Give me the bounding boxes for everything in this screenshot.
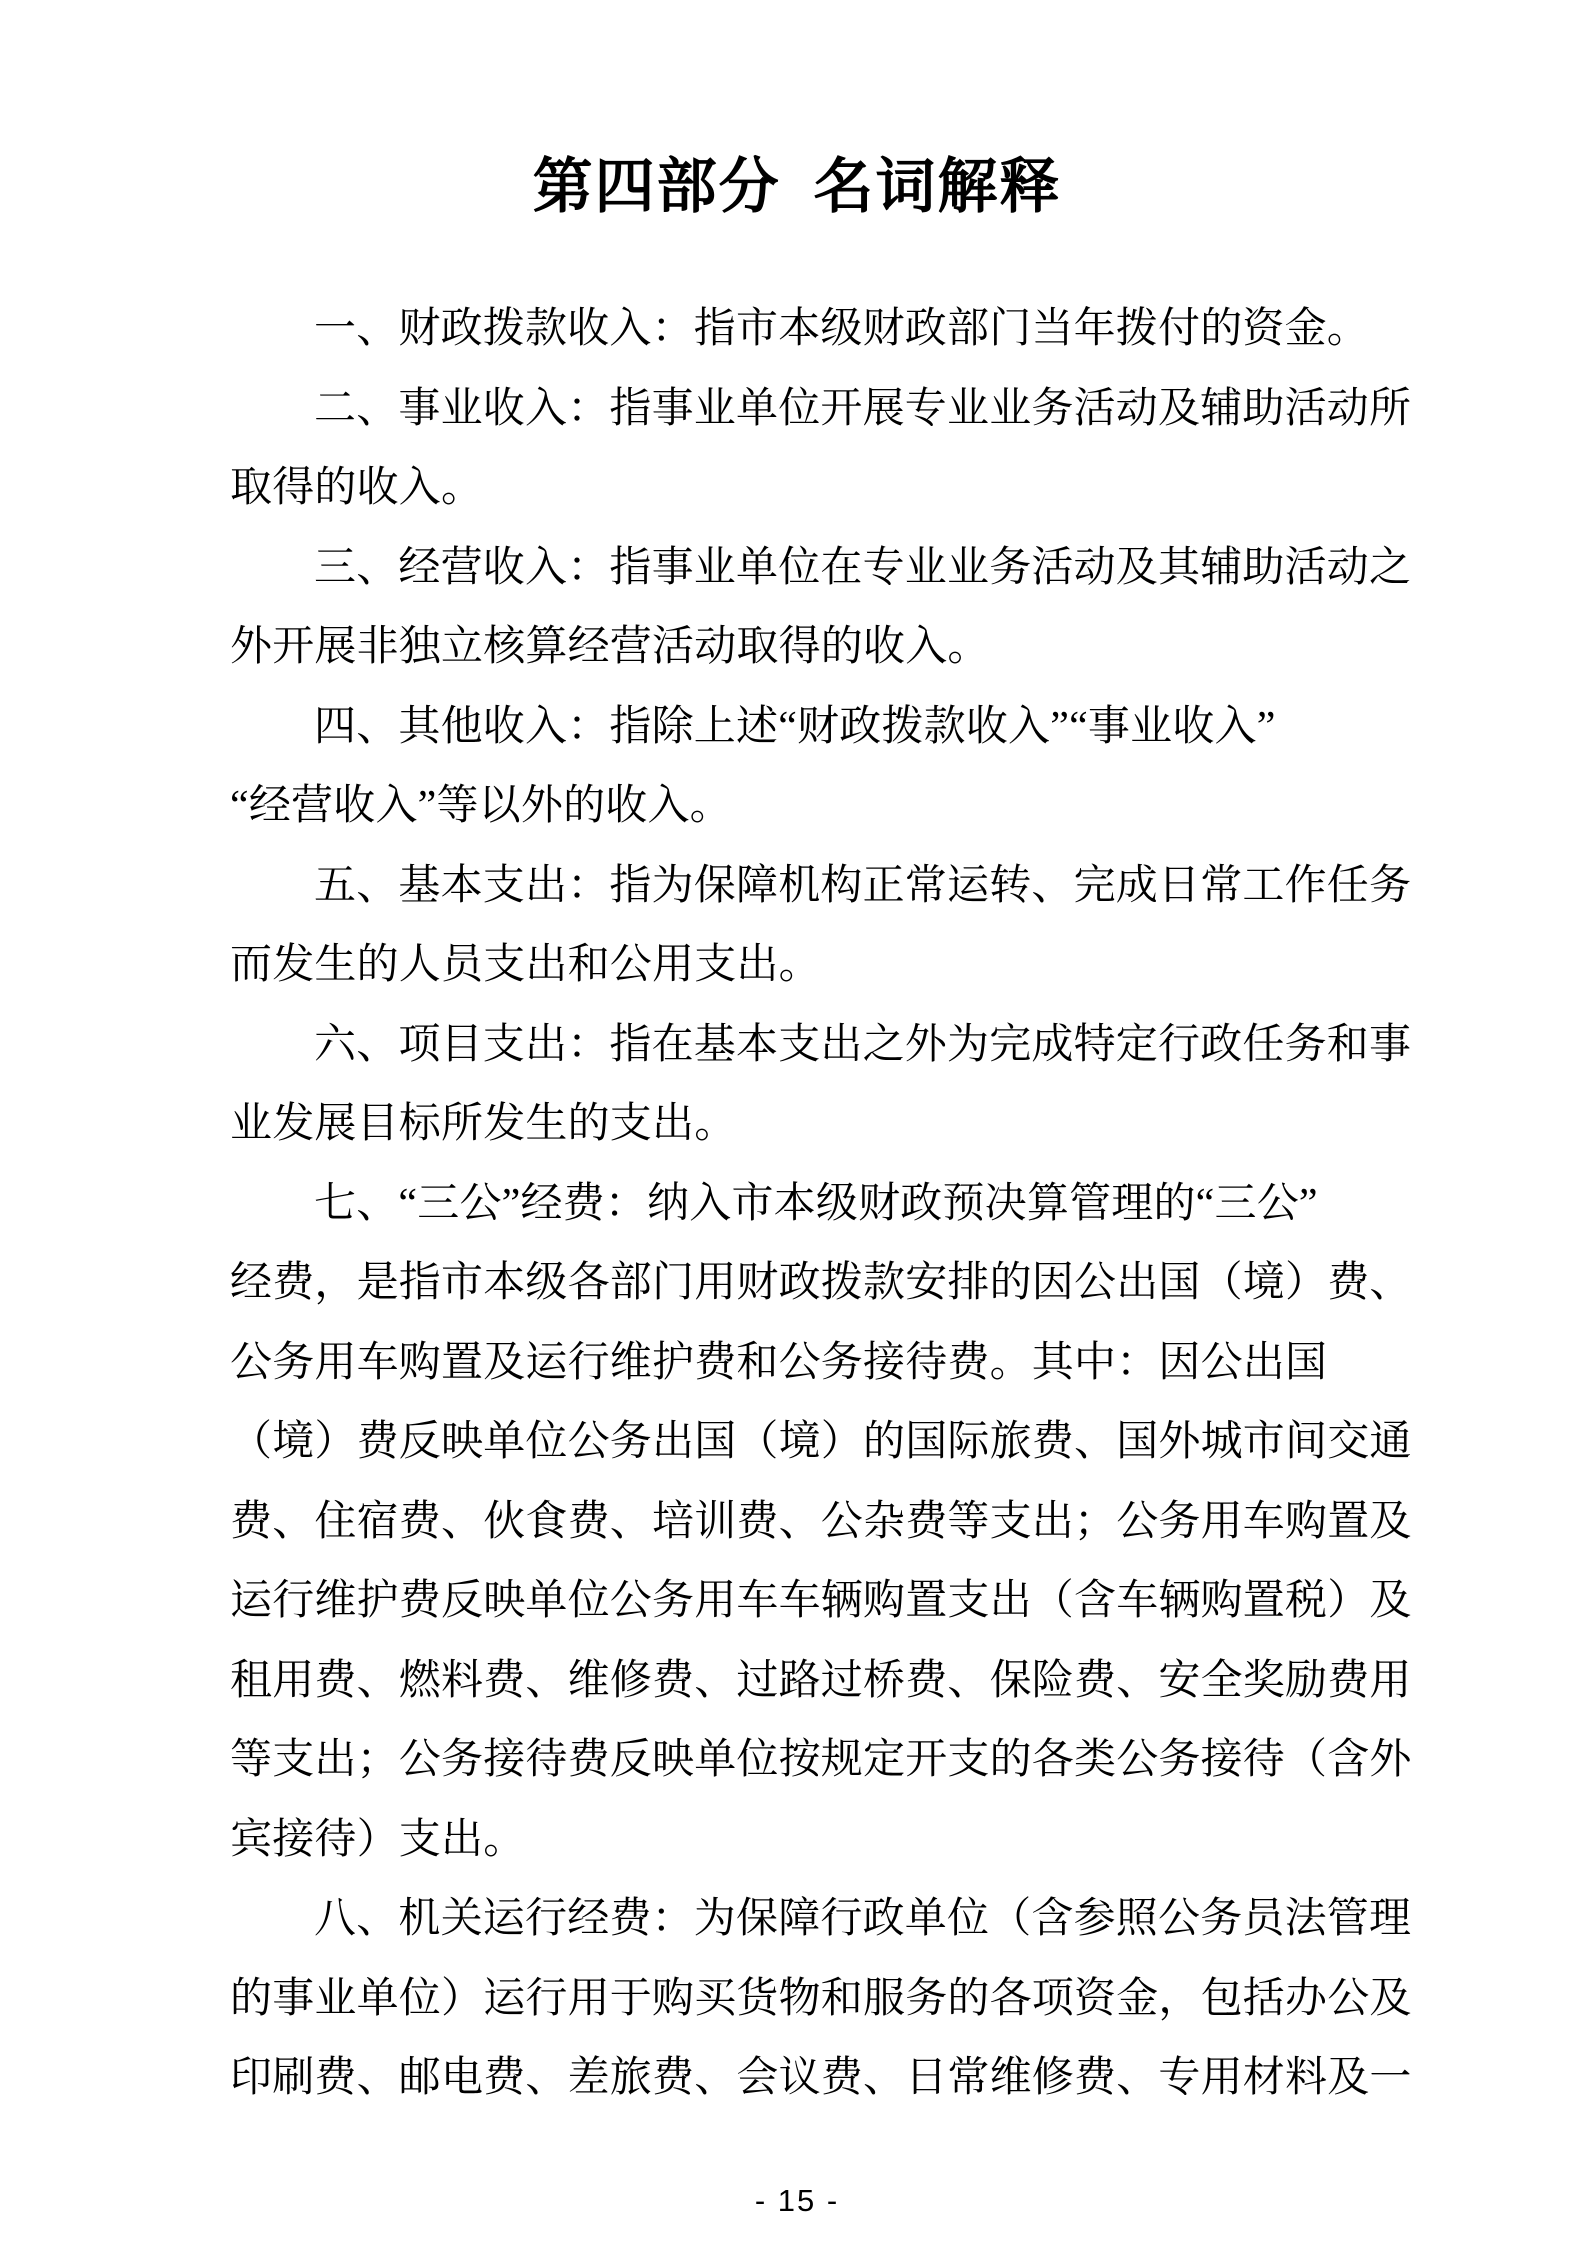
text-line: 二、事业收入：指事业单位开展专业业务活动及辅助活动所 (314, 385, 1412, 432)
paragraph (230, 688, 1376, 847)
text-line: 三、经营收入：指事业单位在专业业务活动及其辅助活动之 (314, 544, 1412, 591)
paragraph (230, 290, 1376, 370)
text-line: 而发生的人员支出和公用支出。 (230, 942, 821, 988)
text-line: 业发展目标所发生的支出。 (230, 1101, 737, 1147)
paragraph (230, 847, 1412, 1006)
text-line: 外开展非独立核算经营活动取得的收入。 (230, 624, 990, 670)
document-body (230, 290, 1412, 2119)
page-number: - 15 - (754, 2183, 840, 2218)
text-line: 费、住宿费、伙食费、培训费、公杂费等支出；公务用车购置及 (230, 1498, 1412, 1545)
text-line: 公务用车购置及运行维护费和公务接待费。其中：因公出国 (230, 1339, 1328, 1386)
paragraph (230, 1880, 1412, 2119)
text-line: 四、其他收入：指除上述“财政拨款收入”“事业收入” (314, 703, 1276, 750)
paragraph (230, 1165, 1412, 1881)
text-line: 六、项目支出：指在基本支出之外为完成特定行政任务和事 (314, 1021, 1412, 1068)
text-line: 八、机关运行经费：为保障行政单位（含参照公务员法管理 (314, 1896, 1412, 1942)
text-line: 印刷费、邮电费、差旅费、会议费、日常维修费、专用材料及一 (230, 2055, 1412, 2101)
text-line: 运行维护费反映单位公务用车车辆购置支出（含车辆购置税）及 (230, 1578, 1412, 1624)
paragraph (230, 370, 1412, 529)
text-line: 一、财政拨款收入：指市本级财政部门当年拨付的资金。 (314, 306, 1370, 352)
text-line: 租用费、燃料费、维修费、过路过桥费、保险费、安全奖励费用 (230, 1657, 1412, 1704)
text-line: 五、基本支出：指为保障机构正常运转、完成日常工作任务 (314, 862, 1412, 909)
text-line: 等支出；公务接待费反映单位按规定开支的各类公务接待（含外 (230, 1737, 1412, 1783)
paragraph (230, 529, 1412, 688)
text-line: “经营收入”等以外的收入。 (230, 783, 732, 829)
text-line: 的事业单位）运行用于购买货物和服务的各项资金，包括办公及 (230, 1975, 1412, 2022)
paragraph (230, 1006, 1412, 1165)
text-line: 宾接待）支出。 (230, 1816, 526, 1863)
text-line: （境）费反映单位公务出国（境）的国际旅费、国外城市间交通 (230, 1419, 1412, 1465)
text-line: 取得的收入。 (230, 465, 484, 511)
document-title: 第四部分 名词解释 (532, 153, 1062, 220)
text-line: 七、“三公”经费：纳入市本级财政预决算管理的“三公” (314, 1180, 1318, 1227)
text-line: 经费，是指市本级各部门用财政拨款安排的因公出国（境）费、 (230, 1260, 1412, 1306)
